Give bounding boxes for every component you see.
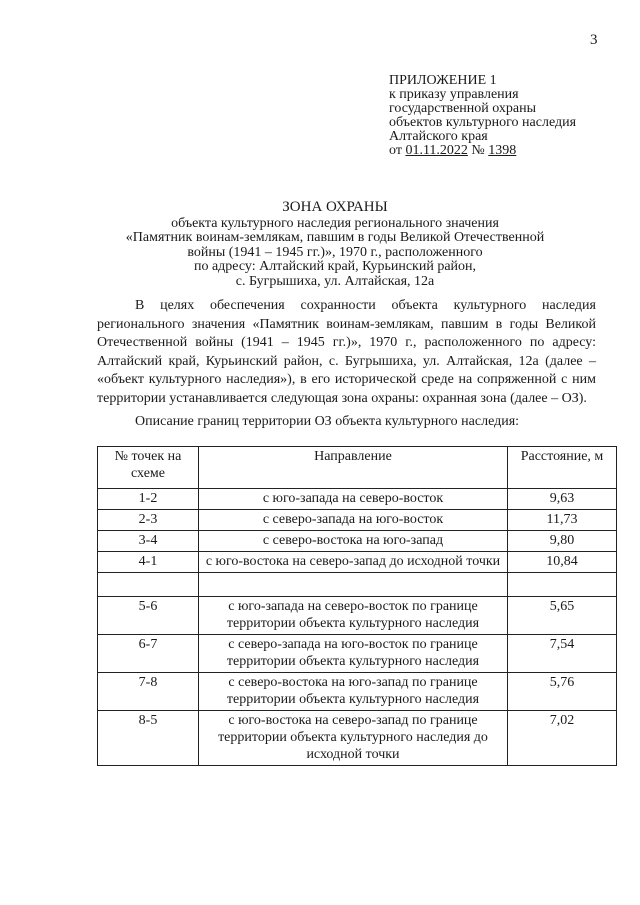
cell-direction: с северо-запада на юго-восток по границе территории объекта культурного наследия bbox=[199, 635, 508, 673]
cell-points: 6-7 bbox=[98, 635, 199, 673]
appendix-line: государственной охраны bbox=[389, 101, 537, 116]
cell-direction: с юго-запада на северо-восток по границе территории объекта культурного наследия bbox=[199, 597, 508, 635]
header-points: № точек на схеме bbox=[98, 447, 199, 489]
cell-direction: с северо-востока на юго-запад bbox=[199, 531, 508, 552]
cell-direction bbox=[199, 573, 508, 597]
title-line: по адресу: Алтайский край, Курьинский район, bbox=[193, 259, 477, 274]
cell-distance: 9,63 bbox=[508, 489, 617, 510]
table-row bbox=[98, 510, 617, 531]
cell-distance: 9,80 bbox=[508, 531, 617, 552]
appendix-line: Алтайского края bbox=[389, 129, 488, 144]
table-row bbox=[98, 552, 617, 573]
cell-points bbox=[98, 573, 199, 597]
title-line: «Памятник воинам-землякам, павшим в годы Великой Отечественной bbox=[125, 230, 545, 245]
appendix-line: к приказу управления bbox=[389, 87, 519, 102]
table-row bbox=[98, 531, 617, 552]
cell-distance: 5,65 bbox=[508, 597, 617, 635]
title-line: с. Бугрышиха, ул. Алтайская, 12а bbox=[235, 273, 435, 289]
date-prefix: от bbox=[389, 143, 406, 158]
header-direction: Направление bbox=[199, 447, 508, 489]
table-caption: Описание границ территории ОЗ объекта культурного наследия: bbox=[135, 414, 520, 429]
appendix-date-line bbox=[389, 144, 576, 158]
order-date: 01.11.2022 bbox=[405, 143, 468, 158]
boundaries-table bbox=[97, 446, 617, 766]
cell-points: 2-3 bbox=[98, 510, 199, 531]
cell-direction: с юго-востока на северо-запад до исходной точки bbox=[199, 552, 508, 573]
table-row bbox=[98, 711, 617, 766]
zone-title: ЗОНА ОХРАНЫ bbox=[282, 199, 388, 215]
cell-points: 1-2 bbox=[98, 489, 199, 510]
page-number: 3 bbox=[590, 32, 598, 48]
order-number: 1398 bbox=[488, 143, 517, 158]
cell-direction: с северо-востока на юго-запад по границе территории объекта культурного наследия bbox=[199, 673, 508, 711]
table-header-row bbox=[98, 447, 617, 489]
cell-direction: с юго-запада на северо-восток bbox=[199, 489, 508, 510]
cell-points: 4-1 bbox=[98, 552, 199, 573]
appendix-line: объектов культурного наследия bbox=[389, 115, 577, 130]
cell-points: 3-4 bbox=[98, 531, 199, 552]
cell-points: 8-5 bbox=[98, 711, 199, 766]
zone-title-block bbox=[100, 200, 570, 289]
number-sign: № bbox=[467, 143, 489, 158]
table-row bbox=[98, 597, 617, 635]
cell-distance: 7,02 bbox=[508, 711, 617, 766]
appendix-title: ПРИЛОЖЕНИЕ 1 bbox=[389, 73, 497, 88]
cell-distance: 7,54 bbox=[508, 635, 617, 673]
appendix-header bbox=[389, 74, 576, 158]
title-line: войны (1941 – 1945 гг.)», 1970 г., расположенного bbox=[187, 244, 483, 260]
table-row bbox=[98, 635, 617, 673]
body-paragraph bbox=[97, 297, 596, 409]
table-row bbox=[98, 673, 617, 711]
table-row-empty bbox=[98, 573, 617, 597]
body-paragraph-text: В целях обеспечения сохранности объекта культурного наследия регионального значения «Памятник воинам-землякам, павшим в годы Великой Отечественной войны (1941 – 1945 гг.)», 1970 г., расположенного по адресу: Алтайский край, Курьинский район, с. Бугрышиха, ул. Алтайская, 12а (далее – «объект культурного наследия»), в его исторической среде на сопряженной с ним территории устанавливается следующая зона охраны: охранная зона (далее – ОЗ). bbox=[97, 298, 596, 406]
cell-points: 7-8 bbox=[98, 673, 199, 711]
cell-distance bbox=[508, 573, 617, 597]
cell-direction: с юго-востока на северо-запад по границе территории объекта культурного наследия до исходной точки bbox=[199, 711, 508, 766]
header-distance: Расстояние, м bbox=[508, 447, 617, 489]
cell-distance: 5,76 bbox=[508, 673, 617, 711]
cell-distance: 10,84 bbox=[508, 552, 617, 573]
cell-direction: с северо-запада на юго-восток bbox=[199, 510, 508, 531]
cell-points: 5-6 bbox=[98, 597, 199, 635]
cell-distance: 11,73 bbox=[508, 510, 617, 531]
table-row bbox=[98, 489, 617, 510]
title-line: объекта культурного наследия регионального значения bbox=[171, 215, 499, 231]
